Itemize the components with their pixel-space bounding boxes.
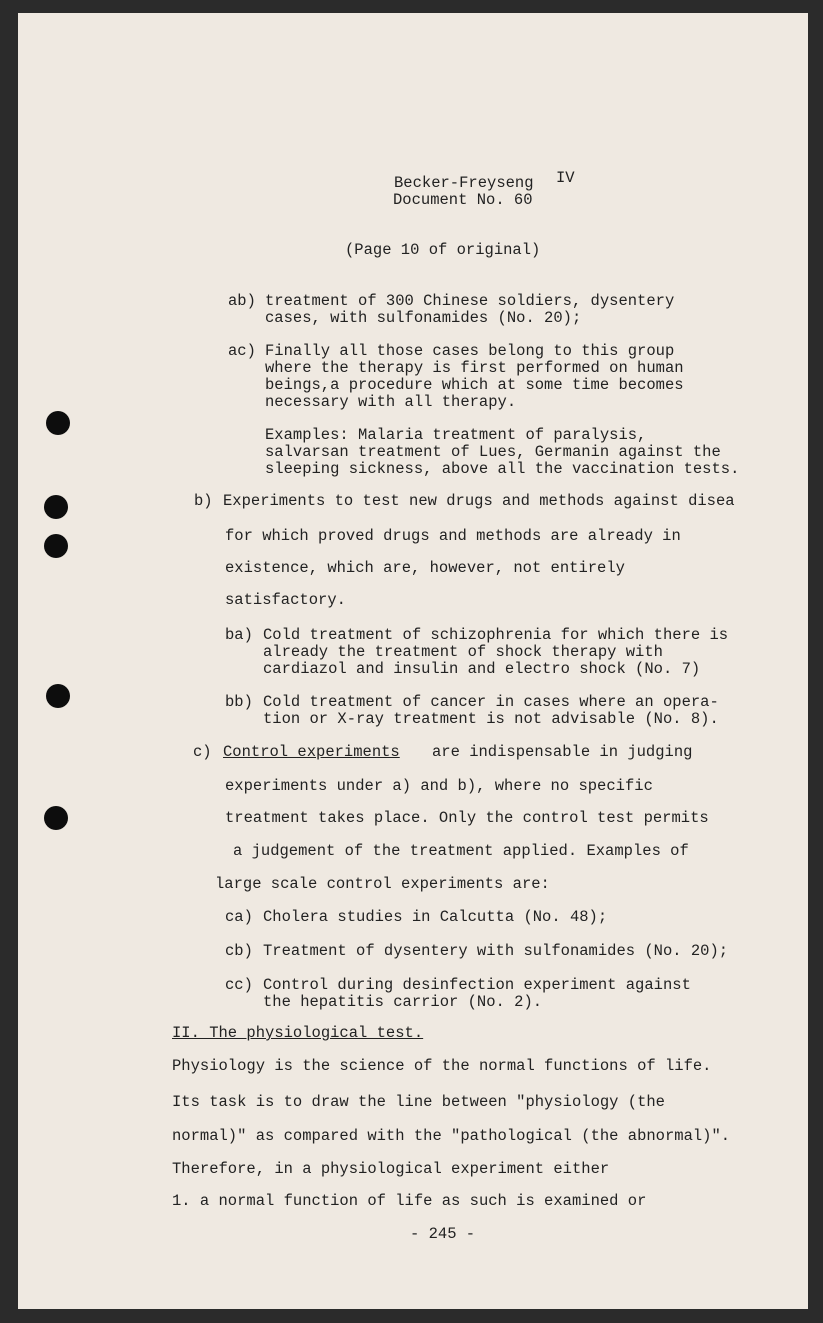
item-bb-line: tion or X-ray treatment is not advisable (No. 8).	[263, 710, 719, 728]
item-label-ac: ac)	[228, 342, 256, 360]
item-label-ab: ab)	[228, 292, 256, 310]
examples-line: Examples: Malaria treatment of paralysis,	[265, 426, 647, 444]
section-heading: II. The physiological test.	[172, 1024, 424, 1042]
page-reference: (Page 10 of original)	[345, 241, 541, 259]
item-c-line: are indispensable in judging	[432, 743, 693, 761]
punch-hole	[46, 684, 70, 708]
item-ac-line: where the therapy is first performed on human	[265, 359, 684, 377]
item-ca-text: Cholera studies in Calcutta (No. 48);	[263, 908, 608, 926]
section-paragraph-line: normal)" as compared with the "pathological (the abnormal)".	[172, 1127, 731, 1145]
item-label-b: b)	[194, 492, 213, 510]
section-paragraph-line: Therefore, in a physiological experiment either	[172, 1160, 610, 1178]
document-number: Document No. 60	[393, 191, 533, 209]
item-label-ca: ca)	[225, 908, 253, 926]
item-ba-line: cardiazol and insulin and electro shock (No. 7)	[263, 660, 701, 678]
item-label-c: c)	[193, 743, 212, 761]
item-b-line: existence, which are, however, not entirely	[225, 559, 625, 577]
item-ac-line: necessary with all therapy.	[265, 393, 517, 411]
item-c-line: large scale control experiments are:	[215, 875, 550, 893]
control-experiments-heading: Control experiments	[223, 743, 400, 761]
section-paragraph-line: Its task is to draw the line between "physiology (the	[172, 1093, 665, 1111]
punch-hole	[44, 806, 68, 830]
item-ba-line: Cold treatment of schizophrenia for which there is	[263, 626, 729, 644]
item-b-line: satisfactory.	[225, 591, 346, 609]
section-paragraph-line: Physiology is the science of the normal functions of life.	[172, 1057, 712, 1075]
item-cc-line: the hepatitis carrior (No. 2).	[263, 993, 543, 1011]
item-ac-line: Finally all those cases belong to this group	[265, 342, 675, 360]
section-paragraph-line: 1. a normal function of life as such is examined or	[172, 1192, 647, 1210]
item-bb-line: Cold treatment of cancer in cases where an opera-	[263, 693, 719, 711]
item-label-cb: cb)	[225, 942, 253, 960]
item-cb-text: Treatment of dysentery with sulfonamides (No. 20);	[263, 942, 729, 960]
page-number: - 245 -	[410, 1225, 476, 1243]
item-label-cc: cc)	[225, 976, 253, 994]
item-b-line: for which proved drugs and methods are already in	[225, 527, 681, 545]
item-label-bb: bb)	[225, 693, 253, 711]
punch-hole	[44, 495, 68, 519]
item-c-line: a judgement of the treatment applied. Examples of	[233, 842, 689, 860]
punch-hole	[44, 534, 68, 558]
item-ac-line: beings,a procedure which at some time becomes	[265, 376, 684, 394]
item-c-line: experiments under a) and b), where no specific	[225, 777, 653, 795]
document-author: Becker-Freyseng	[394, 174, 534, 192]
item-cc-line: Control during desinfection experiment against	[263, 976, 691, 994]
examples-line: sleeping sickness, above all the vaccination tests.	[265, 460, 740, 478]
document-page	[18, 13, 808, 1309]
item-c-line: treatment takes place. Only the control test permits	[225, 809, 709, 827]
punch-hole	[46, 411, 70, 435]
examples-line: salvarsan treatment of Lues, Germanin against the	[265, 443, 721, 461]
item-ba-line: already the treatment of shock therapy with	[263, 643, 663, 661]
item-label-ba: ba)	[225, 626, 253, 644]
item-b-line: Experiments to test new drugs and methods against disea	[223, 492, 735, 510]
item-ab-line: cases, with sulfonamides (No. 20);	[265, 309, 582, 327]
item-ab-line: treatment of 300 Chinese soldiers, dysentery	[265, 292, 675, 310]
exhibit-roman-numeral: IV	[556, 169, 575, 187]
